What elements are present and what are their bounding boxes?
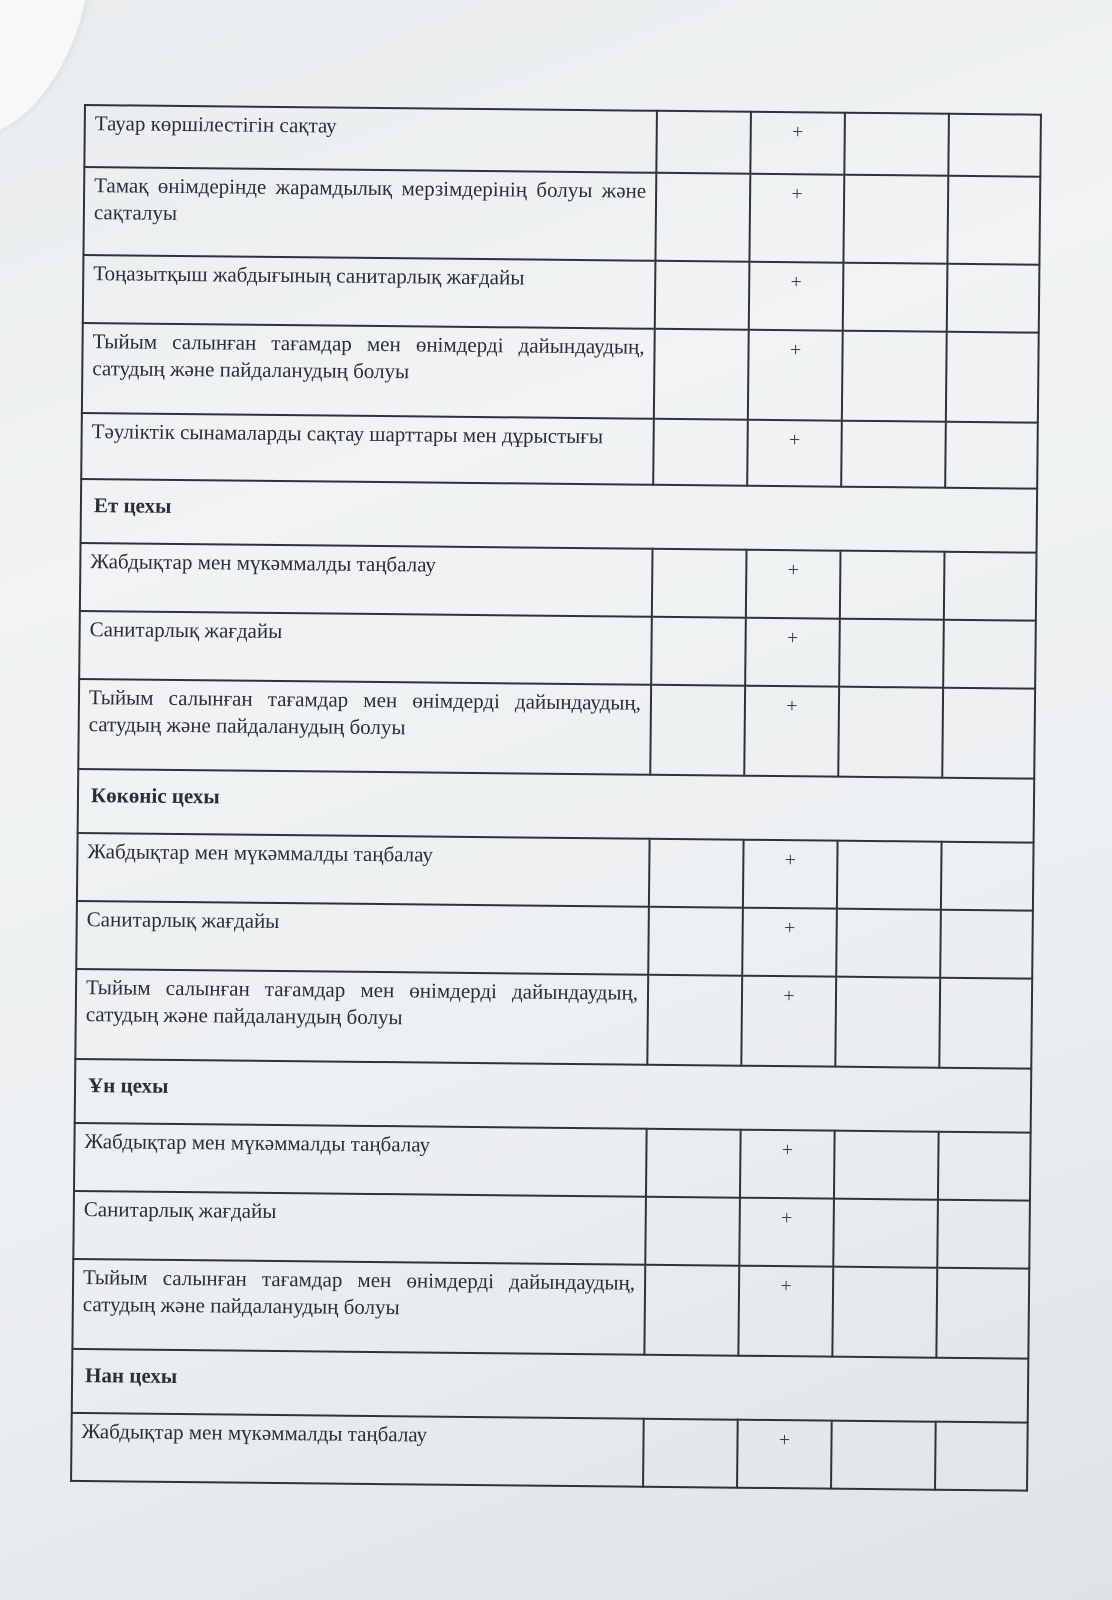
empty-cell [938,1132,1031,1201]
empty-cell [837,841,942,910]
empty-cell [839,619,944,688]
table-row [80,543,1037,621]
empty-cell [645,1197,740,1266]
section-header-row [81,479,1038,553]
empty-cell [653,419,748,486]
empty-cell [841,421,946,488]
empty-cell [654,329,749,420]
empty-cell [937,1200,1030,1269]
table-row [79,611,1036,689]
check-mark: + [737,1420,832,1489]
table-row [81,413,1038,489]
check-mark: + [746,550,841,619]
empty-cell [643,1419,738,1488]
empty-cell [842,331,947,422]
check-mark: + [748,330,843,421]
criterion-label: Тыйым салынған тағамдар мен өнімдерді дайындаудың, сатудың және пайдаланудың болуы [82,323,655,419]
criterion-label: Санитарлық жағдайы [76,901,649,975]
check-mark: + [740,1130,835,1199]
criterion-label: Тоңазытқыш жабдығының санитарлық жағдайы [83,255,656,329]
check-mark: + [750,112,845,175]
criterion-label: Тыйым салынған тағамдар мен өнімдерді дайындаудың, сатудың және пайдаланудың болуы [78,679,651,775]
criterion-label: Тауар көршілестігін сақтау [84,105,657,173]
check-mark: + [739,1198,834,1267]
criterion-label: Санитарлық жағдайы [73,1191,646,1265]
check-mark: + [738,1266,833,1357]
criterion-label: Жабдықтар мен мүкәммалды таңбалау [80,543,653,617]
section-header-row [75,1059,1032,1133]
empty-cell [656,111,751,174]
empty-cell [834,1131,939,1200]
empty-cell [936,1268,1029,1359]
empty-cell [835,977,940,1068]
table-row [74,1123,1031,1201]
inspection-table [70,104,1042,1492]
empty-cell [648,907,743,976]
criterion-label: Тәуліктік сынамаларды сақтау шарттары мен дұрыстығы [81,413,654,485]
empty-cell [651,617,746,686]
criterion-label: Тамақ өнімдерінде жарамдылық мерзімдерінің болуы және сақталуы [83,167,656,261]
section-header-row [78,769,1035,843]
criterion-label: Жабдықтар мен мүкәммалды таңбалау [77,833,650,907]
table-row [72,1259,1029,1359]
empty-cell [947,176,1040,265]
table-row [71,1413,1028,1491]
check-mark: + [749,262,844,331]
empty-cell [833,1199,938,1268]
criterion-label: Тыйым салынған тағамдар мен өнімдерді дайындаудың, сатудың және пайдаланудың болуы [72,1259,645,1355]
section-header-row [72,1349,1029,1423]
empty-cell [935,1422,1028,1491]
empty-cell [655,173,750,262]
empty-cell [649,839,744,908]
table-row [78,679,1035,779]
empty-cell [646,1129,741,1198]
criterion-label: Тыйым салынған тағамдар мен өнімдерді дайындаудың, сатудың және пайдаланудың болуы [75,969,648,1065]
table-row [83,167,1040,265]
empty-cell [647,975,742,1066]
table-row [82,323,1039,423]
table-row [73,1191,1030,1269]
empty-cell [844,113,949,176]
table-row [75,969,1032,1069]
section-title: Ұн цехы [75,1059,1032,1133]
empty-cell [650,685,745,776]
check-mark: + [745,618,840,687]
empty-cell [831,1421,936,1490]
table-row [76,901,1033,979]
empty-cell [944,552,1037,621]
empty-cell [843,263,948,332]
empty-cell [652,549,747,618]
empty-cell [945,422,1038,489]
empty-cell [840,551,945,620]
empty-cell [655,261,750,330]
empty-cell [644,1265,739,1356]
table-row [77,833,1034,911]
criterion-label: Жабдықтар мен мүкәммалды таңбалау [71,1413,644,1487]
empty-cell [947,264,1040,333]
check-mark: + [743,840,838,909]
section-title: Көкөніс цехы [78,769,1035,843]
empty-cell [941,842,1034,911]
empty-cell [832,1267,937,1358]
empty-cell [838,687,943,778]
criterion-label: Жабдықтар мен мүкәммалды таңбалау [74,1123,647,1197]
table-row [83,255,1040,333]
criterion-label: Санитарлық жағдайы [79,611,652,685]
section-title: Нан цехы [72,1349,1029,1423]
check-mark: + [741,976,836,1067]
table-row [84,105,1041,177]
check-mark: + [742,908,837,977]
checklist-sheet [70,104,1040,1492]
empty-cell [836,909,941,978]
empty-cell [948,114,1041,177]
empty-cell [940,910,1033,979]
empty-cell [943,620,1036,689]
section-title: Ет цехы [81,479,1038,553]
check-mark: + [749,174,844,263]
check-mark: + [747,420,842,487]
empty-cell [942,688,1035,779]
empty-cell [939,978,1032,1069]
check-mark: + [744,686,839,777]
empty-cell [946,332,1039,423]
empty-cell [843,175,948,264]
